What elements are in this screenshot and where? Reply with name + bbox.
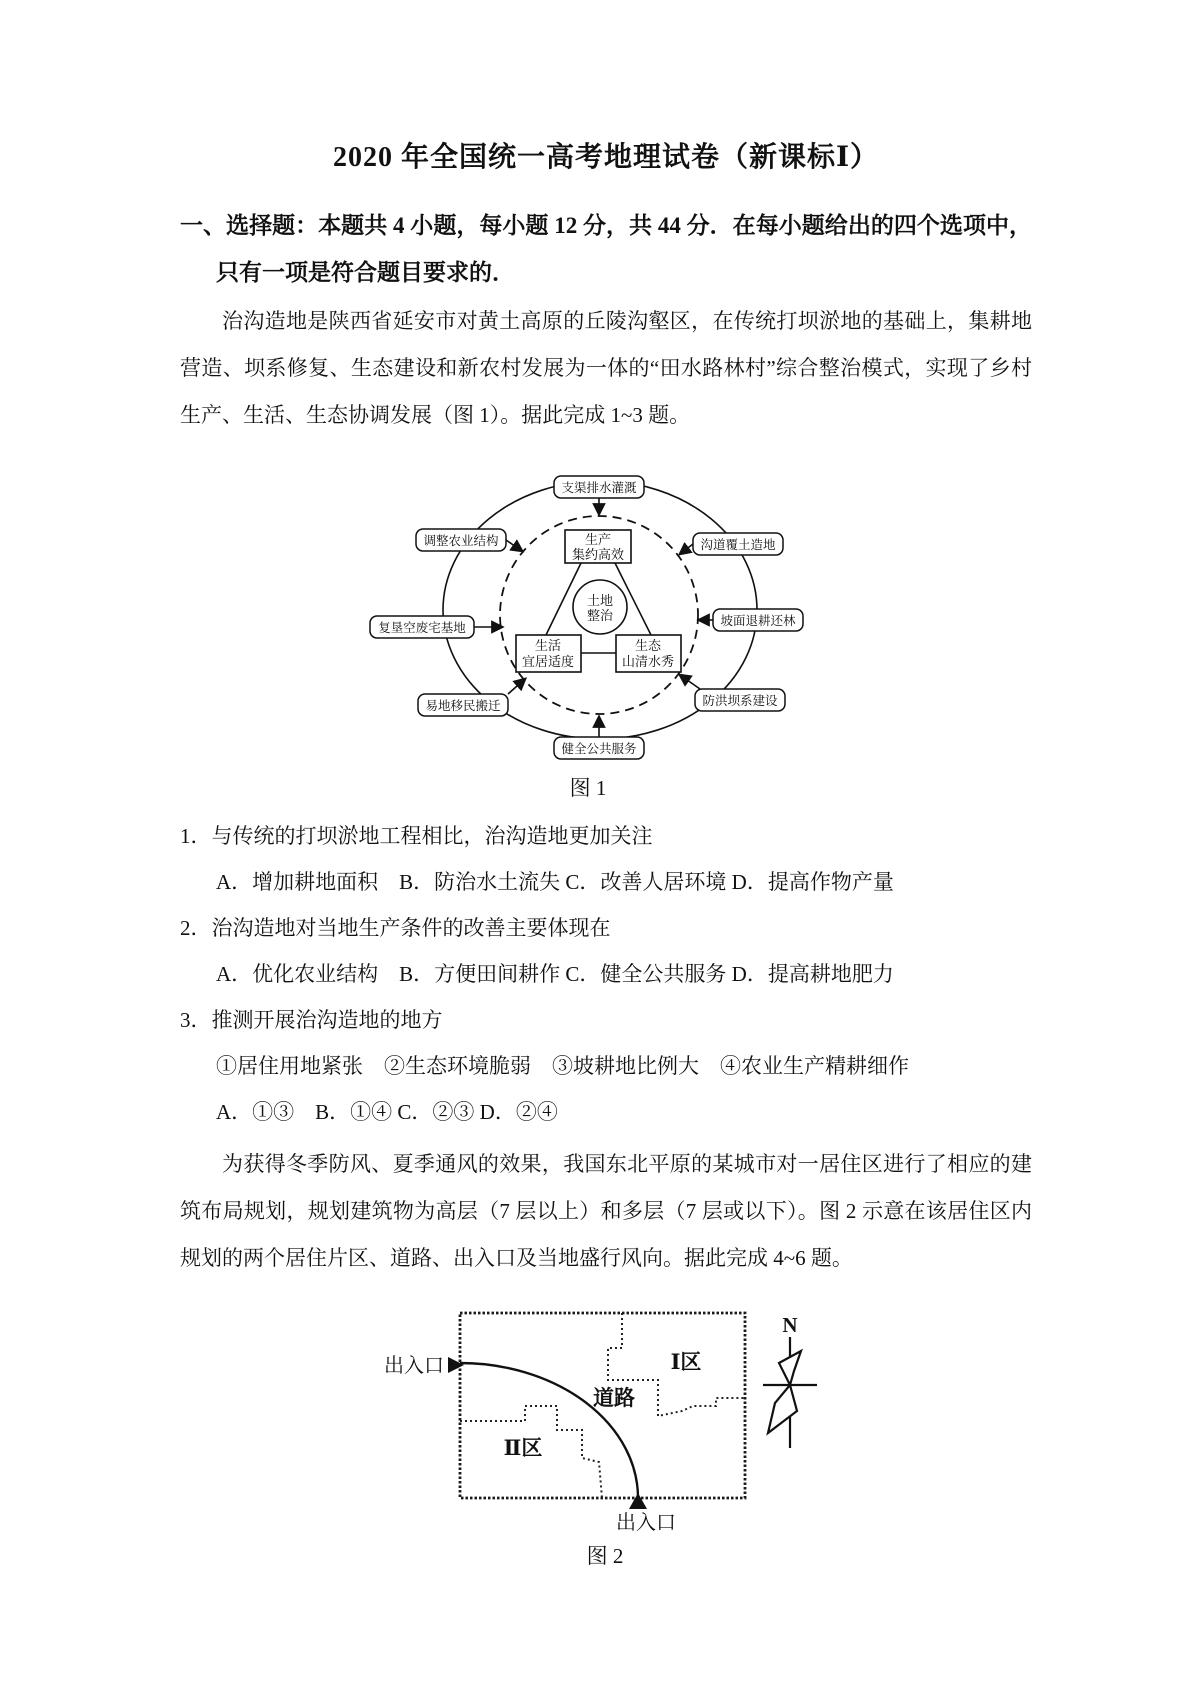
question-3-stem: 推测开展治沟造地的地方 bbox=[211, 1008, 443, 1032]
outer-box-reclaim-label: 复垦空废宅基地 bbox=[378, 621, 466, 635]
question-1-stem: 与传统的打坝淤地工程相比，治沟造地更加关注 bbox=[211, 824, 653, 848]
outer-box-drainage-label: 支渠排水灌溉 bbox=[561, 481, 637, 495]
outer-box-gully-fill-label: 沟道覆土造地 bbox=[700, 538, 776, 552]
question-2-stem: 治沟造地对当地生产条件的改善主要体现在 bbox=[211, 916, 611, 940]
question-1 bbox=[180, 813, 1032, 859]
outer-box-flood-dam-label: 防洪坝系建设 bbox=[702, 694, 778, 708]
entrance-bottom-label: 出入口 bbox=[616, 1512, 676, 1533]
north-label: N bbox=[782, 1313, 798, 1337]
question-2 bbox=[180, 905, 1032, 951]
arrow-lower-left bbox=[508, 679, 525, 694]
question-3-sub-options: ①居住用地紧张 ②生态环境脆弱 ③坡耕地比例大 ④农业生产精耕细作 bbox=[216, 1054, 909, 1078]
wind-rose-lower-petal bbox=[768, 1385, 797, 1433]
outer-box-slope-forest-label: 坡面退耕还林 bbox=[720, 614, 796, 628]
living-box-line1: 生活 bbox=[534, 638, 562, 653]
zone-i-label: Ⅰ区 bbox=[670, 1350, 702, 1374]
question-3-number: 3． bbox=[180, 1008, 212, 1032]
center-circle-line2: 整治 bbox=[586, 608, 614, 623]
arrow-lower-right bbox=[680, 675, 700, 689]
production-box-line2: 集约高效 bbox=[571, 547, 625, 562]
figure-2-caption: 图 2 bbox=[586, 1544, 624, 1568]
figure-2-map bbox=[380, 1303, 830, 1533]
zone-ii-label: Ⅱ区 bbox=[503, 1436, 543, 1460]
question-2-options: A．优化农业结构 B．方便田间耕作 C．健全公共服务 D．提高耕地肥力 bbox=[216, 962, 894, 986]
figure-1-diagram bbox=[368, 460, 808, 765]
question-1-number: 1． bbox=[180, 824, 212, 848]
production-box-line1: 生产 bbox=[584, 532, 612, 547]
passage-2: 为获得冬季防风、夏季通风的效果，我国东北平原的某城市对一居住区进行了相应的建筑布局规划，规划建筑物为高层（7 层以上）和多层（7 层或以下）。图 2 示意在该居住区内规划的两个居住片区、道路、出入口及当地盛行风向。据此完成 4~6 题。 bbox=[180, 1152, 1032, 1270]
exam-page bbox=[180, 0, 1032, 1571]
figure-1 bbox=[180, 460, 1032, 803]
outer-box-relocation-label: 易地移民搬迁 bbox=[425, 699, 501, 713]
section-heading: 一、选择题：本题共 4 小题，每小题 12 分，共 44 分．在每小题给出的四个选项中，只有一项是符合题目要求的． bbox=[180, 213, 1032, 285]
outer-box-agriculture-label: 调整农业结构 bbox=[423, 534, 499, 548]
entrance-left-label: 出入口 bbox=[384, 1355, 444, 1377]
entrance-bottom-arrow bbox=[629, 1493, 647, 1509]
center-circle-line1: 土地 bbox=[586, 593, 614, 608]
question-list bbox=[180, 813, 1032, 1135]
entrance-left-arrow bbox=[448, 1357, 464, 1373]
figure-2 bbox=[180, 1303, 1032, 1571]
ecology-box-line2: 山清水秀 bbox=[621, 654, 675, 669]
arrow-upper-right bbox=[680, 544, 693, 554]
road-label: 道路 bbox=[593, 1386, 635, 1410]
question-2-number: 2． bbox=[180, 916, 212, 940]
figure-1-caption: 图 1 bbox=[569, 776, 607, 800]
arrow-upper-left bbox=[506, 540, 522, 551]
question-3 bbox=[180, 997, 1032, 1043]
living-box-line2: 宜居适度 bbox=[521, 654, 575, 669]
passage-1: 治沟造地是陕西省延安市对黄土高原的丘陵沟壑区，在传统打坝淤地的基础上，集耕地营造、坝系修复、生态建设和新农村发展为一体的“田水路林村”综合整治模式，实现了乡村生产、生活、生态协调发展（图 1）。据此完成 1~3 题。 bbox=[180, 309, 1032, 427]
question-1-options: A．增加耕地面积 B．防治水土流失 C．改善人居环境 D．提高作物产量 bbox=[216, 870, 894, 894]
ecology-box-line1: 生态 bbox=[634, 638, 662, 653]
outer-box-public-service-label: 健全公共服务 bbox=[561, 742, 637, 756]
road-curve bbox=[460, 1363, 638, 1498]
question-3-options: A．①③ B．①④ C．②③ D．②④ bbox=[216, 1100, 558, 1124]
page-title: 2020 年全国统一高考地理试卷（新课标Ⅰ） bbox=[332, 142, 880, 173]
wind-rose-upper-petal bbox=[779, 1351, 801, 1385]
